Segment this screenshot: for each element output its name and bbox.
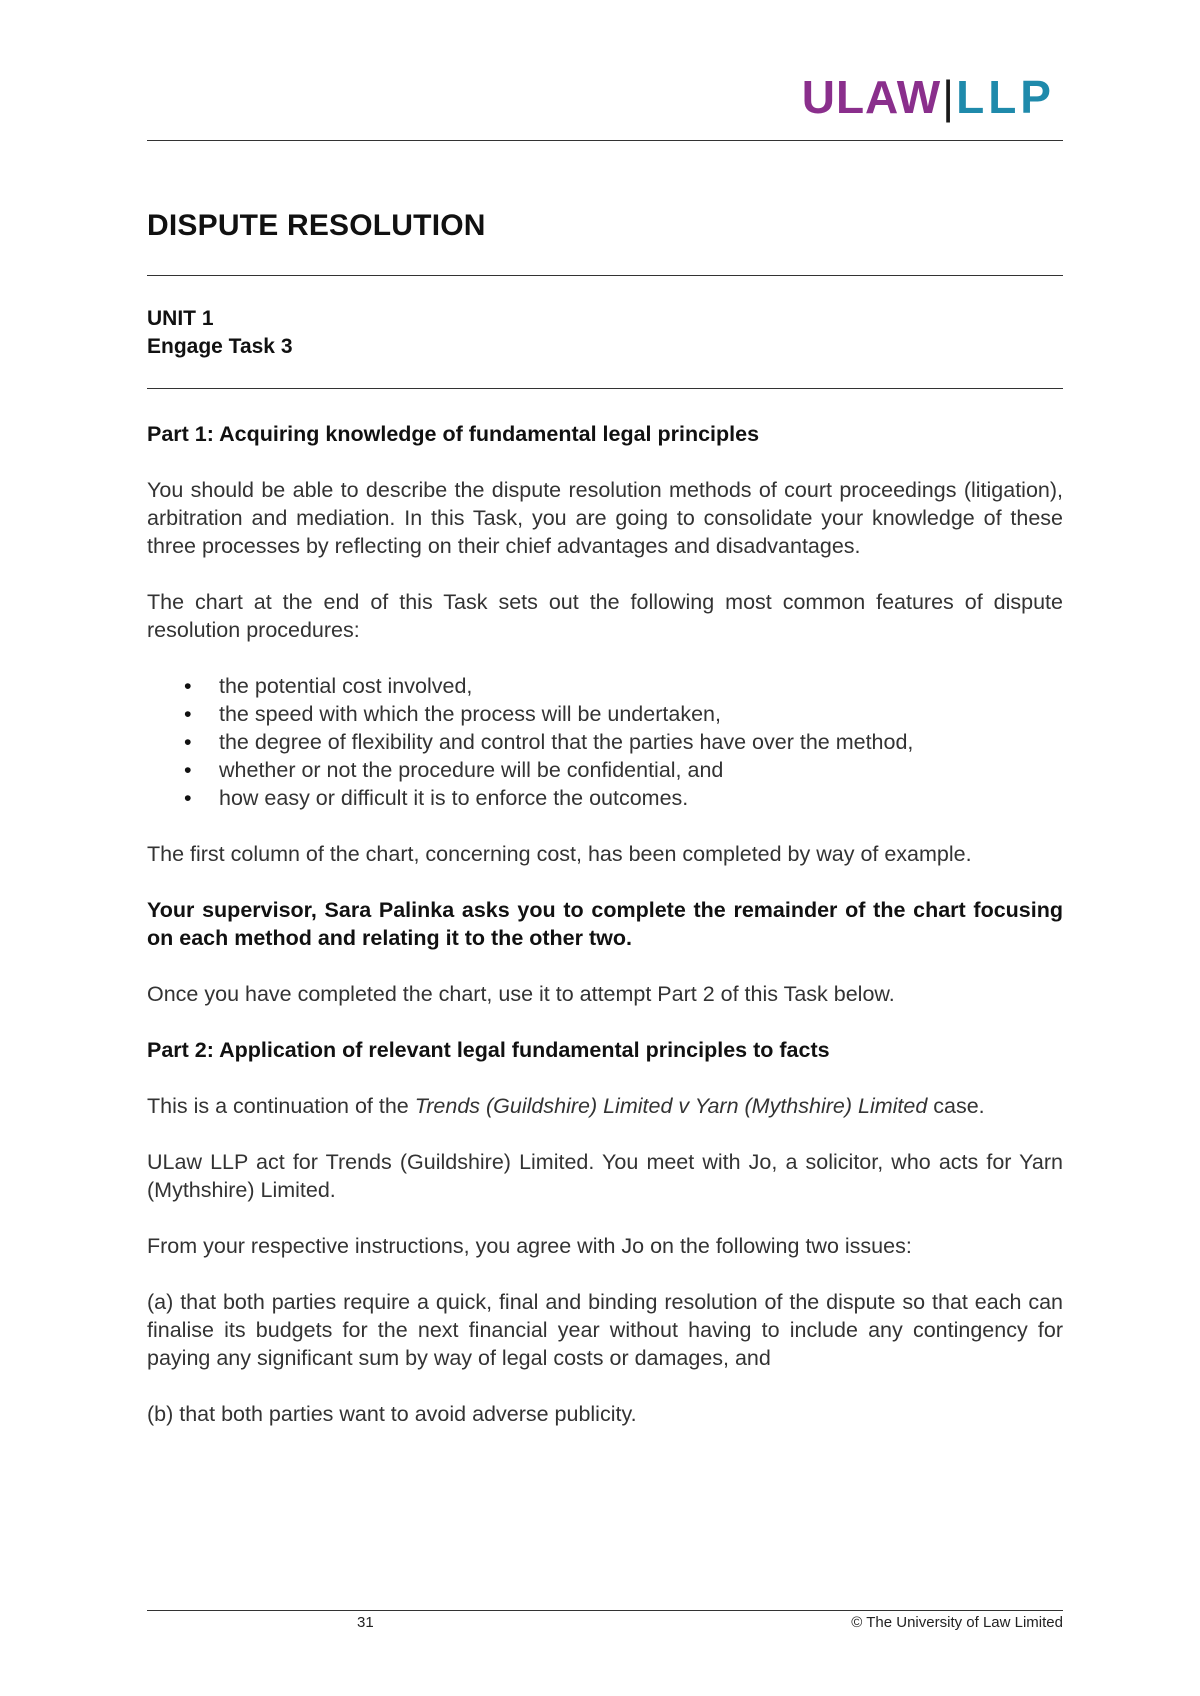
agreement-paragraph: From your respective instructions, you agree with Jo on the following two issues: (147, 1234, 912, 1258)
bullet-icon: • (184, 674, 192, 698)
bullet-icon: • (184, 730, 192, 754)
logo-llp-text: LLP (956, 71, 1055, 123)
list-item-text: how easy or difficult it is to enforce the outcomes. (219, 786, 689, 810)
list-item (147, 756, 1063, 784)
logo-separator: | (942, 71, 956, 123)
document-title: DISPUTE RESOLUTION (147, 209, 486, 242)
unit-divider (147, 388, 1063, 389)
part1-heading: Part 1: Acquiring knowledge of fundamental legal principles (147, 422, 760, 446)
unit-label: UNIT 1 (147, 307, 214, 330)
header-divider (147, 140, 1063, 141)
bullet-icon: • (184, 786, 192, 810)
footer-divider (147, 1610, 1063, 1611)
task-label: Engage Task 3 (147, 335, 293, 358)
list-item-text: the speed with which the process will be undertaken, (219, 702, 721, 726)
example-note-paragraph: The first column of the chart, concerning cost, has been completed by way of example. (147, 842, 972, 866)
issue-a-paragraph: (a) that both parties require a quick, final and binding resolution of the dispute so that each can finalise its budgets for the next financial year without having to include any contingency for paying any significant sum by way of legal costs or damages, and (147, 1290, 1063, 1370)
part2-intro-paragraph (147, 1092, 1063, 1120)
supervisor-instruction: Your supervisor, Sara Palinka asks you to complete the remainder of the chart focusing on each method and relating it to the other two. (147, 898, 1063, 950)
document-body (147, 420, 1063, 1456)
bullet-icon: • (184, 758, 192, 782)
title-divider (147, 275, 1063, 276)
chart-intro-paragraph: The chart at the end of this Task sets out the following most common features of dispute resolution procedures: (147, 590, 1063, 642)
copyright-notice: © The University of Law Limited (851, 1614, 1063, 1631)
part1-intro-paragraph: You should be able to describe the dispute resolution methods of court proceedings (litigation), arbitration and mediation. In this Task, you are going to consolidate your knowledge of these three processes by reflecting on their chief advantages and disadvantages. (147, 478, 1063, 558)
page-number: 31 (357, 1614, 374, 1631)
intro-suffix: case. (927, 1094, 985, 1118)
list-item (147, 700, 1063, 728)
ulaw-llp-logo (801, 71, 1055, 123)
followup-paragraph: Once you have completed the chart, use it to attempt Part 2 of this Task below. (147, 982, 895, 1006)
parties-paragraph: ULaw LLP act for Trends (Guildshire) Limited. You meet with Jo, a solicitor, who acts for Yarn (Mythshire) Limited. (147, 1150, 1063, 1202)
list-item (147, 728, 1063, 756)
list-item (147, 672, 1063, 700)
bullet-icon: • (184, 702, 192, 726)
intro-prefix: This is a continuation of the (147, 1094, 415, 1118)
list-item-text: whether or not the procedure will be confidential, and (219, 758, 724, 782)
issue-b-paragraph: (b) that both parties want to avoid adverse publicity. (147, 1402, 637, 1426)
part2-heading: Part 2: Application of relevant legal fundamental principles to facts (147, 1038, 830, 1062)
case-name: Trends (Guildshire) Limited v Yarn (Mythshire) Limited (414, 1094, 928, 1118)
unit-block (147, 305, 293, 361)
list-item-text: the potential cost involved, (219, 674, 473, 698)
document-page (147, 0, 1063, 1696)
features-list (147, 672, 1063, 812)
logo-ulaw-text: ULAW (801, 71, 942, 123)
list-item (147, 784, 1063, 812)
list-item-text: the degree of flexibility and control that the parties have over the method, (219, 730, 914, 754)
